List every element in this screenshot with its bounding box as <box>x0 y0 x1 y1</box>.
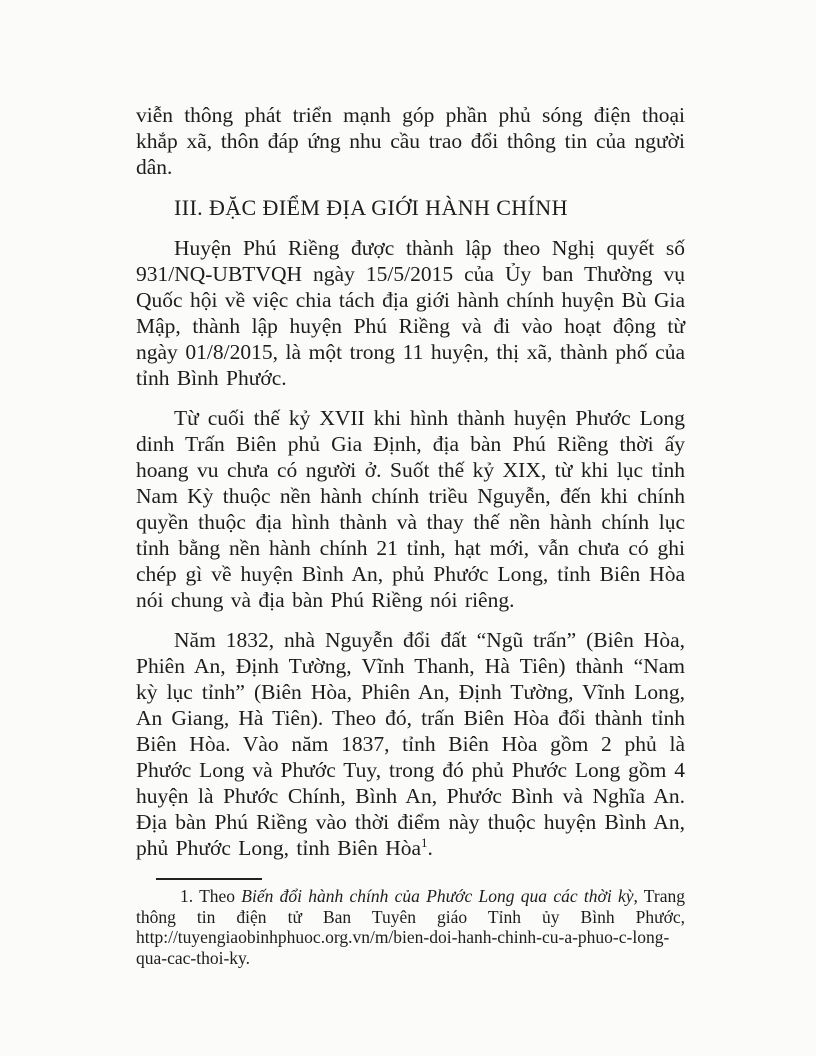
paragraph-1832-reform <box>136 627 685 861</box>
paragraph-17th-19th-century: Từ cuối thế kỷ XVII khi hình thành huyện Phước Long dinh Trấn Biên phủ Gia Định, địa bàn Phú Riềng thời ấy hoang vu chưa có người ở. Suốt thế kỷ XIX, từ khi lục tỉnh Nam Kỳ thuộc nền hành chính triều Nguyễn, đến khi chính quyền thuộc địa hình thành và thay thế nền hành chính lục tỉnh bằng nền hành chính 21 tỉnh, hạt mới, vẫn chưa có ghi chép gì về huyện Bình An, phủ Phước Long, tỉnh Biên Hòa nói chung và địa bàn Phú Riềng nói riêng. <box>136 406 685 612</box>
paragraph-continuation: viễn thông phát triển mạnh góp phần phủ sóng điện thoại khắp xã, thôn đáp ứng nhu cầu trao đổi thông tin của người dân. <box>136 103 685 179</box>
footnote-lead: 1. Theo <box>180 886 242 906</box>
footnote-cited-title: Biến đổi hành chính của Phước Long qua các thời kỳ <box>241 886 634 906</box>
footnote-reference-marker: 1 <box>421 834 428 850</box>
page-content <box>136 102 685 968</box>
footnote-separator-rule <box>156 878 262 880</box>
section-heading: III. ĐẶC ĐIỂM ĐỊA GIỚI HÀNH CHÍNH <box>174 195 568 220</box>
paragraph-establishment: Huyện Phú Riềng được thành lập theo Nghị quyết số 931/NQ-UBTVQH ngày 15/5/2015 của Ủy ban Thường vụ Quốc hội về việc chia tách địa giới hành chính huyện Bù Gia Mập, thành lập huyện Phú Riềng và đi vào hoạt động từ ngày 01/8/2015, là một trong 11 huyện, thị xã, thành phố của tỉnh Bình Phước. <box>136 236 685 390</box>
paragraph-1832-end: . <box>427 836 433 860</box>
footnote <box>136 886 685 968</box>
paragraph-1832-text: Năm 1832, nhà Nguyễn đổi đất “Ngũ trấn” (Biên Hòa, Phiên An, Định Tường, Vĩnh Thanh, Hà Tiên) thành “Nam kỳ lục tỉnh” (Biên Hòa, Phiên An, Định Tường, Vĩnh Long, An Giang, Hà Tiên). Theo đó, trấn Biên Hòa đổi thành tỉnh Biên Hòa. Vào năm 1837, tỉnh Biên Hòa gồm 2 phủ là Phước Long và Phước Tuy, trong đó phủ Phước Long gồm 4 huyện là Phước Chính, Bình An, Phước Bình và Nghĩa An. Địa bàn Phú Riềng vào thời điểm này thuộc huyện Bình An, phủ Phước Long, tỉnh Biên Hòa <box>136 628 685 860</box>
footnote-source-text: , Trang thông tin điện tử Ban Tuyên giáo Tỉnh ủy Bình Phước, http://tuyengiaobinhphuoc.org.vn/m/bien-doi-hanh-chinh-cu-a-phuo-c-long-qua-cac-thoi-ky. <box>136 886 685 968</box>
